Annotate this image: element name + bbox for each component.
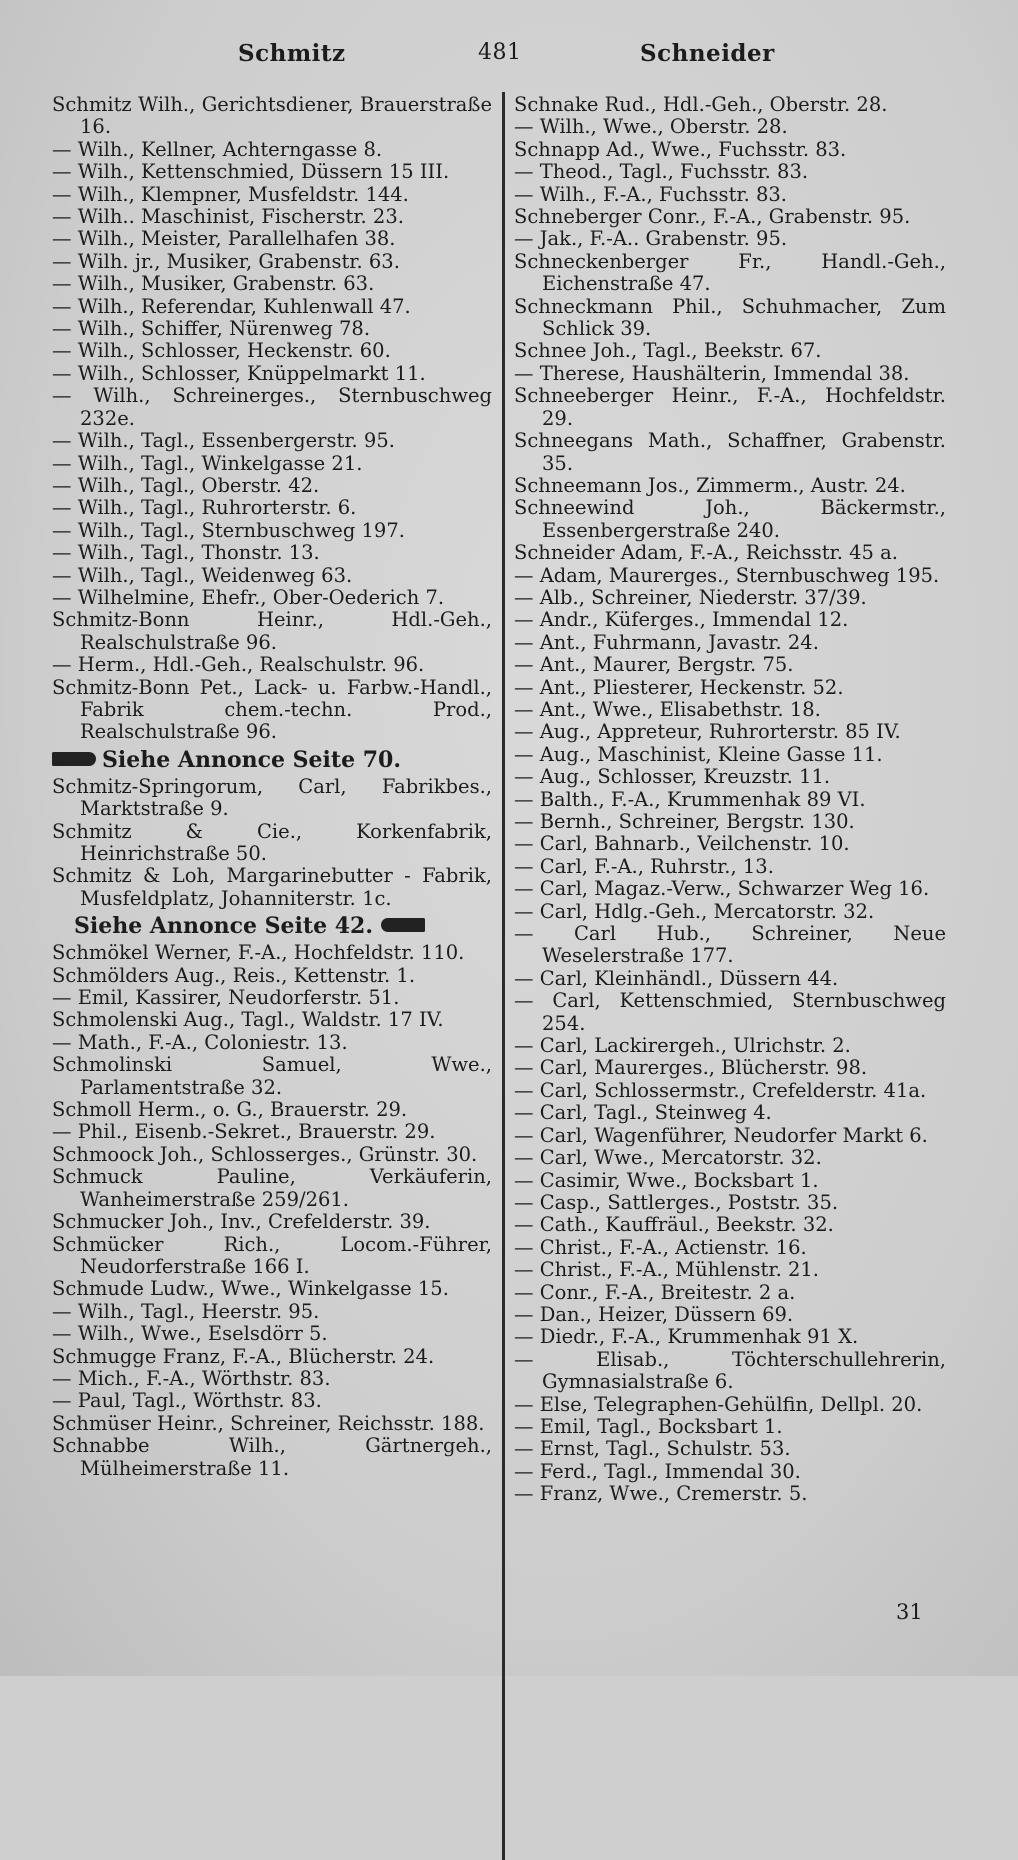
annonce-text: Siehe Annonce Seite 70.: [102, 746, 402, 773]
directory-entry: Schmude Ludw., Wwe., Winkelgasse 15.: [52, 1277, 449, 1301]
directory-entry: Schneberger Conr., F.-A., Grabenstr. 95.: [514, 205, 911, 229]
directory-entry: — Carl Hub., Schreiner, Neue Weselerstraße 177.: [514, 922, 946, 968]
annonce-text: Siehe Annonce Seite 42.: [74, 913, 374, 940]
directory-entry: — Cath., Kauffräul., Beekstr. 32.: [514, 1213, 834, 1237]
directory-entry: — Jak., F.-A.. Grabenstr. 95.: [514, 227, 788, 251]
header-left-keyword: Schmitz: [238, 40, 346, 67]
directory-entry: — Carl, Lackirergeh., Ulrichstr. 2.: [514, 1034, 851, 1058]
directory-entry: Schmücker Rich., Locom.-Führer, Neudorferstraße 166 I.: [52, 1232, 492, 1278]
directory-entry: — Andr., Küferges., Immendal 12.: [514, 608, 849, 632]
directory-entry: — Ernst, Tagl., Schulstr. 53.: [514, 1437, 791, 1461]
directory-entry: — Math., F.-A., Coloniestr. 13.: [52, 1030, 348, 1054]
right-entries: [514, 94, 946, 1506]
directory-entry: — Franz, Wwe., Cremerstr. 5.: [514, 1482, 808, 1506]
directory-entry: — Wilh., Tagl., Oberstr. 42.: [52, 473, 320, 497]
directory-entry: — Wilh., Wwe., Oberstr. 28.: [514, 115, 788, 139]
left-entries-3: [52, 942, 492, 1480]
directory-entry: Schneckmann Phil., Schuhmacher, Zum Schlick 39.: [514, 294, 946, 341]
left-entries-1: [52, 94, 492, 744]
directory-entry: — Christ., F.-A., Mühlenstr. 21.: [514, 1258, 819, 1282]
directory-entry: — Herm., Hdl.-Geh., Realschulstr. 96.: [52, 653, 425, 677]
directory-entry: — Aug., Schlosser, Kreuzstr. 11.: [514, 765, 831, 789]
footer-page-number: 31: [896, 1600, 923, 1624]
directory-entry: — Aug., Appreteur, Ruhrorterstr. 85 IV.: [514, 720, 901, 744]
directory-entry: — Therese, Haushälterin, Immendal 38.: [514, 361, 910, 385]
directory-entry: — Conr., F.-A., Breitestr. 2 a.: [514, 1280, 796, 1304]
column-divider: [502, 92, 505, 1860]
directory-entry: — Wilh., Schreinerges., Sternbuschweg 232e.: [52, 384, 492, 430]
directory-entry: Schmuck Pauline, Verkäuferin, Wanheimerstraße 259/261.: [52, 1165, 492, 1211]
header-right-keyword: Schneider: [640, 40, 775, 67]
directory-entry: Schmugge Franz, F.-A., Blücherstr. 24.: [52, 1344, 435, 1368]
directory-entry: Schmitz-Bonn Pet., Lack- u. Farbw.-Handl., Fabrik chem.-techn. Prod., Realschulstraße 96.: [52, 675, 492, 744]
directory-entry: — Carl, Kleinhändl., Düssern 44.: [514, 966, 839, 990]
directory-entry: Schmoock Joh., Schlosserges., Grünstr. 30.: [52, 1142, 478, 1166]
directory-entry: — Phil., Eisenb.-Sekret., Brauerstr. 29.: [52, 1120, 436, 1144]
directory-entry: — Carl, Wwe., Mercatorstr. 32.: [514, 1146, 822, 1170]
directory-entry: — Wilh., Tagl., Winkelgasse 21.: [52, 451, 363, 475]
directory-entry: Schmolinski Samuel, Wwe., Parlamentstraße 32.: [52, 1053, 492, 1099]
directory-entry: — Wilh., Tagl., Thonstr. 13.: [52, 541, 320, 565]
directory-entry: — Emil, Tagl., Bocksbart 1.: [514, 1414, 783, 1438]
annonce-reference-70: [52, 744, 492, 776]
directory-entry: — Carl, F.-A., Ruhrstr., 13.: [514, 854, 774, 878]
directory-entry: — Mich., F.-A., Wörthstr. 83.: [52, 1366, 331, 1390]
directory-entry: — Elisab., Töchterschullehrerin, Gymnasialstraße 6.: [514, 1347, 946, 1394]
directory-entry: — Theod., Tagl., Fuchsstr. 83.: [514, 160, 809, 184]
directory-entry: — Emil, Kassirer, Neudorferstr. 51.: [52, 986, 400, 1010]
directory-entry: Schmitz-Bonn Heinr., Hdl.-Geh., Realschulstraße 96.: [52, 608, 492, 654]
directory-entry: Schneckenberger Fr., Handl.-Geh., Eichenstraße 47.: [514, 249, 946, 296]
directory-entry: — Wilh., Schiffer, Nürenweg 78.: [52, 317, 371, 341]
directory-entry: Schmitz & Cie., Korkenfabrik, Heinrichstraße 50.: [52, 819, 492, 865]
directory-entry: — Paul, Tagl., Wörthstr. 83.: [52, 1389, 322, 1413]
pointing-hand-icon: [381, 918, 425, 932]
directory-entry: — Balth., F.-A., Krummenhak 89 VI.: [514, 787, 866, 811]
directory-entry: Schneewind Joh., Bäckermstr., Essenbergerstraße 240.: [514, 496, 946, 542]
directory-entry: — Wilh., Meister, Parallelhafen 38.: [52, 227, 396, 251]
directory-entry: — Ferd., Tagl., Immendal 30.: [514, 1459, 801, 1483]
directory-entry: Schneegans Math., Schaffner, Grabenstr. 35.: [514, 429, 946, 475]
left-entries-2: [52, 776, 492, 910]
right-column: [514, 94, 946, 1506]
directory-entry: — Carl, Bahnarb., Veilchenstr. 10.: [514, 832, 850, 856]
directory-entry: Schnee Joh., Tagl., Beekstr. 67.: [514, 339, 822, 363]
directory-entry: Schnabbe Wilh., Gärtnergeh., Mülheimerstraße 11.: [52, 1434, 492, 1480]
directory-entry: Schneider Adam, F.-A., Reichsstr. 45 a.: [514, 541, 898, 565]
directory-entry: Schnapp Ad., Wwe., Fuchsstr. 83.: [514, 137, 847, 161]
left-column: [52, 94, 492, 1480]
directory-entry: — Wilh., Tagl., Sternbuschweg 197.: [52, 518, 405, 542]
directory-entry: — Wilh., F.-A., Fuchsstr. 83.: [514, 182, 787, 206]
directory-entry: — Wilh., Schlosser, Heckenstr. 60.: [52, 339, 391, 363]
directory-entry: — Ant., Maurer, Bergstr. 75.: [514, 653, 794, 677]
directory-entry: — Adam, Maurerges., Sternbuschweg 195.: [514, 563, 940, 587]
directory-entry: — Casimir, Wwe., Bocksbart 1.: [514, 1168, 819, 1192]
directory-entry: — Wilhelmine, Ehefr., Ober-Oederich 7.: [52, 585, 445, 609]
directory-entry: — Carl, Magaz.-Verw., Schwarzer Weg 16.: [514, 877, 930, 901]
directory-entry: Schnake Rud., Hdl.-Geh., Oberstr. 28.: [514, 93, 888, 116]
directory-entry: — Wilh. jr., Musiker, Grabenstr. 63.: [52, 249, 400, 273]
directory-entry: — Wilh., Tagl., Ruhrorterstr. 6.: [52, 496, 357, 520]
directory-entry: — Alb., Schreiner, Niederstr. 37/39.: [514, 585, 867, 609]
directory-entry: Schmucker Joh., Inv., Crefelderstr. 39.: [52, 1210, 431, 1234]
directory-entry: — Wilh., Tagl., Weidenweg 63.: [52, 563, 353, 587]
directory-entry: — Diedr., F.-A., Krummenhak 91 X.: [514, 1325, 859, 1349]
directory-entry: Schneemann Jos., Zimmerm., Austr. 24.: [514, 473, 906, 497]
directory-entry: — Wilh., Klempner, Musfeldstr. 144.: [52, 182, 409, 206]
directory-entry: — Bernh., Schreiner, Bergstr. 130.: [514, 810, 855, 833]
directory-entry: — Wilh., Kettenschmied, Düssern 15 III.: [52, 160, 450, 184]
directory-entry: — Wilh., Schlosser, Knüppelmarkt 11.: [52, 361, 426, 385]
directory-entry: — Ant., Pliesterer, Heckenstr. 52.: [514, 675, 844, 699]
directory-entry: Schmitz-Springorum, Carl, Fabrikbes., Marktstraße 9.: [52, 774, 492, 821]
header-page-number: 481: [478, 40, 522, 65]
directory-entry: — Carl, Tagl., Steinweg 4.: [514, 1101, 772, 1125]
directory-entry: — Dan., Heizer, Düssern 69.: [514, 1302, 794, 1326]
directory-entry: — Carl, Hdlg.-Geh., Mercatorstr. 32.: [514, 899, 875, 923]
directory-entry: Schmüser Heinr., Schreiner, Reichsstr. 188.: [52, 1411, 485, 1435]
directory-entry: Schmölders Aug., Reis., Kettenstr. 1.: [52, 963, 416, 987]
directory-entry: Schmoll Herm., o. G., Brauerstr. 29.: [52, 1098, 408, 1122]
directory-entry: — Christ., F.-A., Actienstr. 16.: [514, 1235, 807, 1259]
directory-entry: — Casp., Sattlerges., Poststr. 35.: [514, 1190, 839, 1214]
directory-entry: — Wilh., Musiker, Grabenstr. 63.: [52, 272, 375, 296]
directory-entry: — Else, Telegraphen-Gehülfin, Dellpl. 20.: [514, 1392, 923, 1416]
directory-entry: Schmolenski Aug., Tagl., Waldstr. 17 IV.: [52, 1008, 444, 1032]
directory-entry: — Wilh.. Maschinist, Fischerstr. 23.: [52, 205, 404, 229]
annonce-reference-42: [52, 910, 492, 942]
directory-entry: — Ant., Fuhrmann, Javastr. 24.: [514, 630, 819, 654]
directory-entry: — Ant., Wwe., Elisabethstr. 18.: [514, 697, 821, 721]
pointing-hand-icon: [52, 752, 96, 766]
directory-entry: Schmökel Werner, F.-A., Hochfeldstr. 110.: [52, 941, 465, 965]
directory-entry: — Wilh., Tagl., Essenbergerstr. 95.: [52, 429, 395, 453]
directory-entry: — Carl, Kettenschmied, Sternbuschweg 254.: [514, 989, 946, 1035]
directory-entry: — Wilh., Wwe., Eselsdörr 5.: [52, 1322, 328, 1346]
directory-entry: — Wilh., Kellner, Achterngasse 8.: [52, 137, 383, 161]
directory-entry: — Wilh., Tagl., Heerstr. 95.: [52, 1299, 320, 1323]
directory-entry: — Carl, Wagenführer, Neudorfer Markt 6.: [514, 1123, 928, 1147]
directory-entry: — Wilh., Referendar, Kuhlenwall 47.: [52, 294, 411, 318]
directory-entry: — Aug., Maschinist, Kleine Gasse 11.: [514, 742, 883, 766]
directory-entry: Schmitz Wilh., Gerichtsdiener, Brauerstraße 16.: [52, 93, 492, 139]
directory-entry: Schmitz & Loh, Margarinebutter - Fabrik, Musfeldplatz, Johanniterstr. 1c.: [52, 864, 492, 910]
directory-entry: — Carl, Schlossermstr., Crefelderstr. 41a.: [514, 1078, 927, 1102]
directory-entry: — Carl, Maurerges., Blücherstr. 98.: [514, 1056, 868, 1080]
directory-entry: Schneeberger Heinr., F.-A., Hochfeldstr. 29.: [514, 384, 946, 430]
